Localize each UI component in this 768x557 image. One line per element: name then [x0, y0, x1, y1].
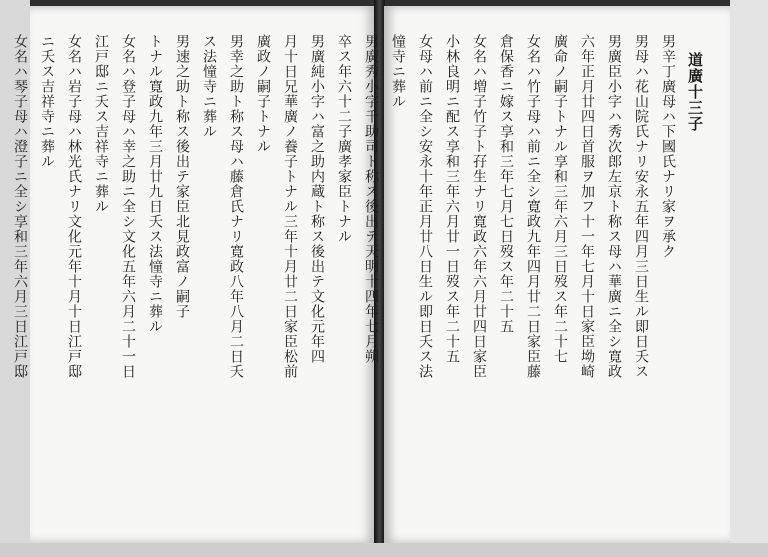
right-line: 小林良明ニ配ス享和三年六月廿一日歿ス年二十五	[444, 34, 460, 364]
left-line: 廣政ノ嗣子トナル	[255, 34, 271, 154]
left-line: 卒ス年六十二子廣孝家臣トナル	[336, 34, 352, 244]
left-line: 男速之助ト称ス後出テ家臣北見政富ノ嗣子	[174, 34, 190, 319]
right-line: 男母ハ花山院氏ナリ安永五年四月三日生ル即日夭ス	[633, 34, 649, 379]
left-page-text	[6, 34, 357, 504]
left-line: 月十日兄華廣ノ養子トナル三年十月廿二日家臣松前	[282, 34, 298, 379]
right-line: 倉保香ニ嫁ス享和三年七月七日歿ス年二十五	[498, 34, 514, 334]
right-line: 憧寺ニ葬ル	[390, 34, 406, 109]
right-page	[363, 6, 730, 543]
left-line: ニ夭ス吉祥寺ニ葬ル	[39, 34, 55, 169]
left-page	[12, 6, 375, 543]
right-page-text	[357, 34, 708, 504]
right-line: 男廣臣小字ハ秀次郎左京ト称ス母ハ華廣ニ全シ寛政	[606, 34, 622, 379]
right-line: 廣命ノ嗣子トナル享和三年六月三日歿ス年二十七	[552, 34, 568, 364]
left-line: 男幸之助ト称ス母ハ藤倉氏ナリ寛政八年八月二日夭	[228, 34, 244, 379]
right-line: 女母ハ前ニ全シ安永十年正月廿八日生ル即日夭ス法	[417, 34, 433, 379]
right-line: 女名ハ竹子母ハ前ニ全シ寛政九年四月廿二日家臣藤	[525, 34, 541, 379]
right-line: 六年正月廿四日首服ヲ加フ十一年七月十日家臣坳崎	[579, 34, 595, 379]
right-line: 男辛丁廣母ハ下國氏ナリ家ヲ承ク	[660, 34, 676, 259]
bottom-margin	[0, 543, 768, 557]
left-line: トナル寛政九年三月廿九日夭ス法憧寺ニ葬ル	[147, 34, 163, 334]
right-line: 女名ハ増子竹子ト孖生ナリ寛政六年六月廿四日家臣	[471, 34, 487, 379]
section-heading: 道廣十三子	[686, 52, 704, 132]
left-line: 女名ハ琴子母ハ澄子ニ全シ享和三年六月三日江戸邸	[12, 34, 28, 379]
left-line: 江戸邸ニ夭ス吉祥寺ニ葬ル	[93, 34, 109, 214]
left-line: 男廣純小字ハ富之助内蔵ト称ス後出テ文化元年四	[309, 34, 325, 364]
left-line: ス法憧寺ニ葬ル	[201, 34, 217, 139]
right-line: 男廣秀小字千助司ト称ス後出テ天明十四年七月朔	[363, 34, 379, 364]
right-margin	[730, 0, 768, 557]
left-line: 女名ハ岩子母ハ林光氏ナリ文化元年十月十日江戸邸	[66, 34, 82, 379]
left-line: 女名ハ登子母ハ幸之助ニ全シ文化五年六月二十一日	[120, 34, 136, 379]
